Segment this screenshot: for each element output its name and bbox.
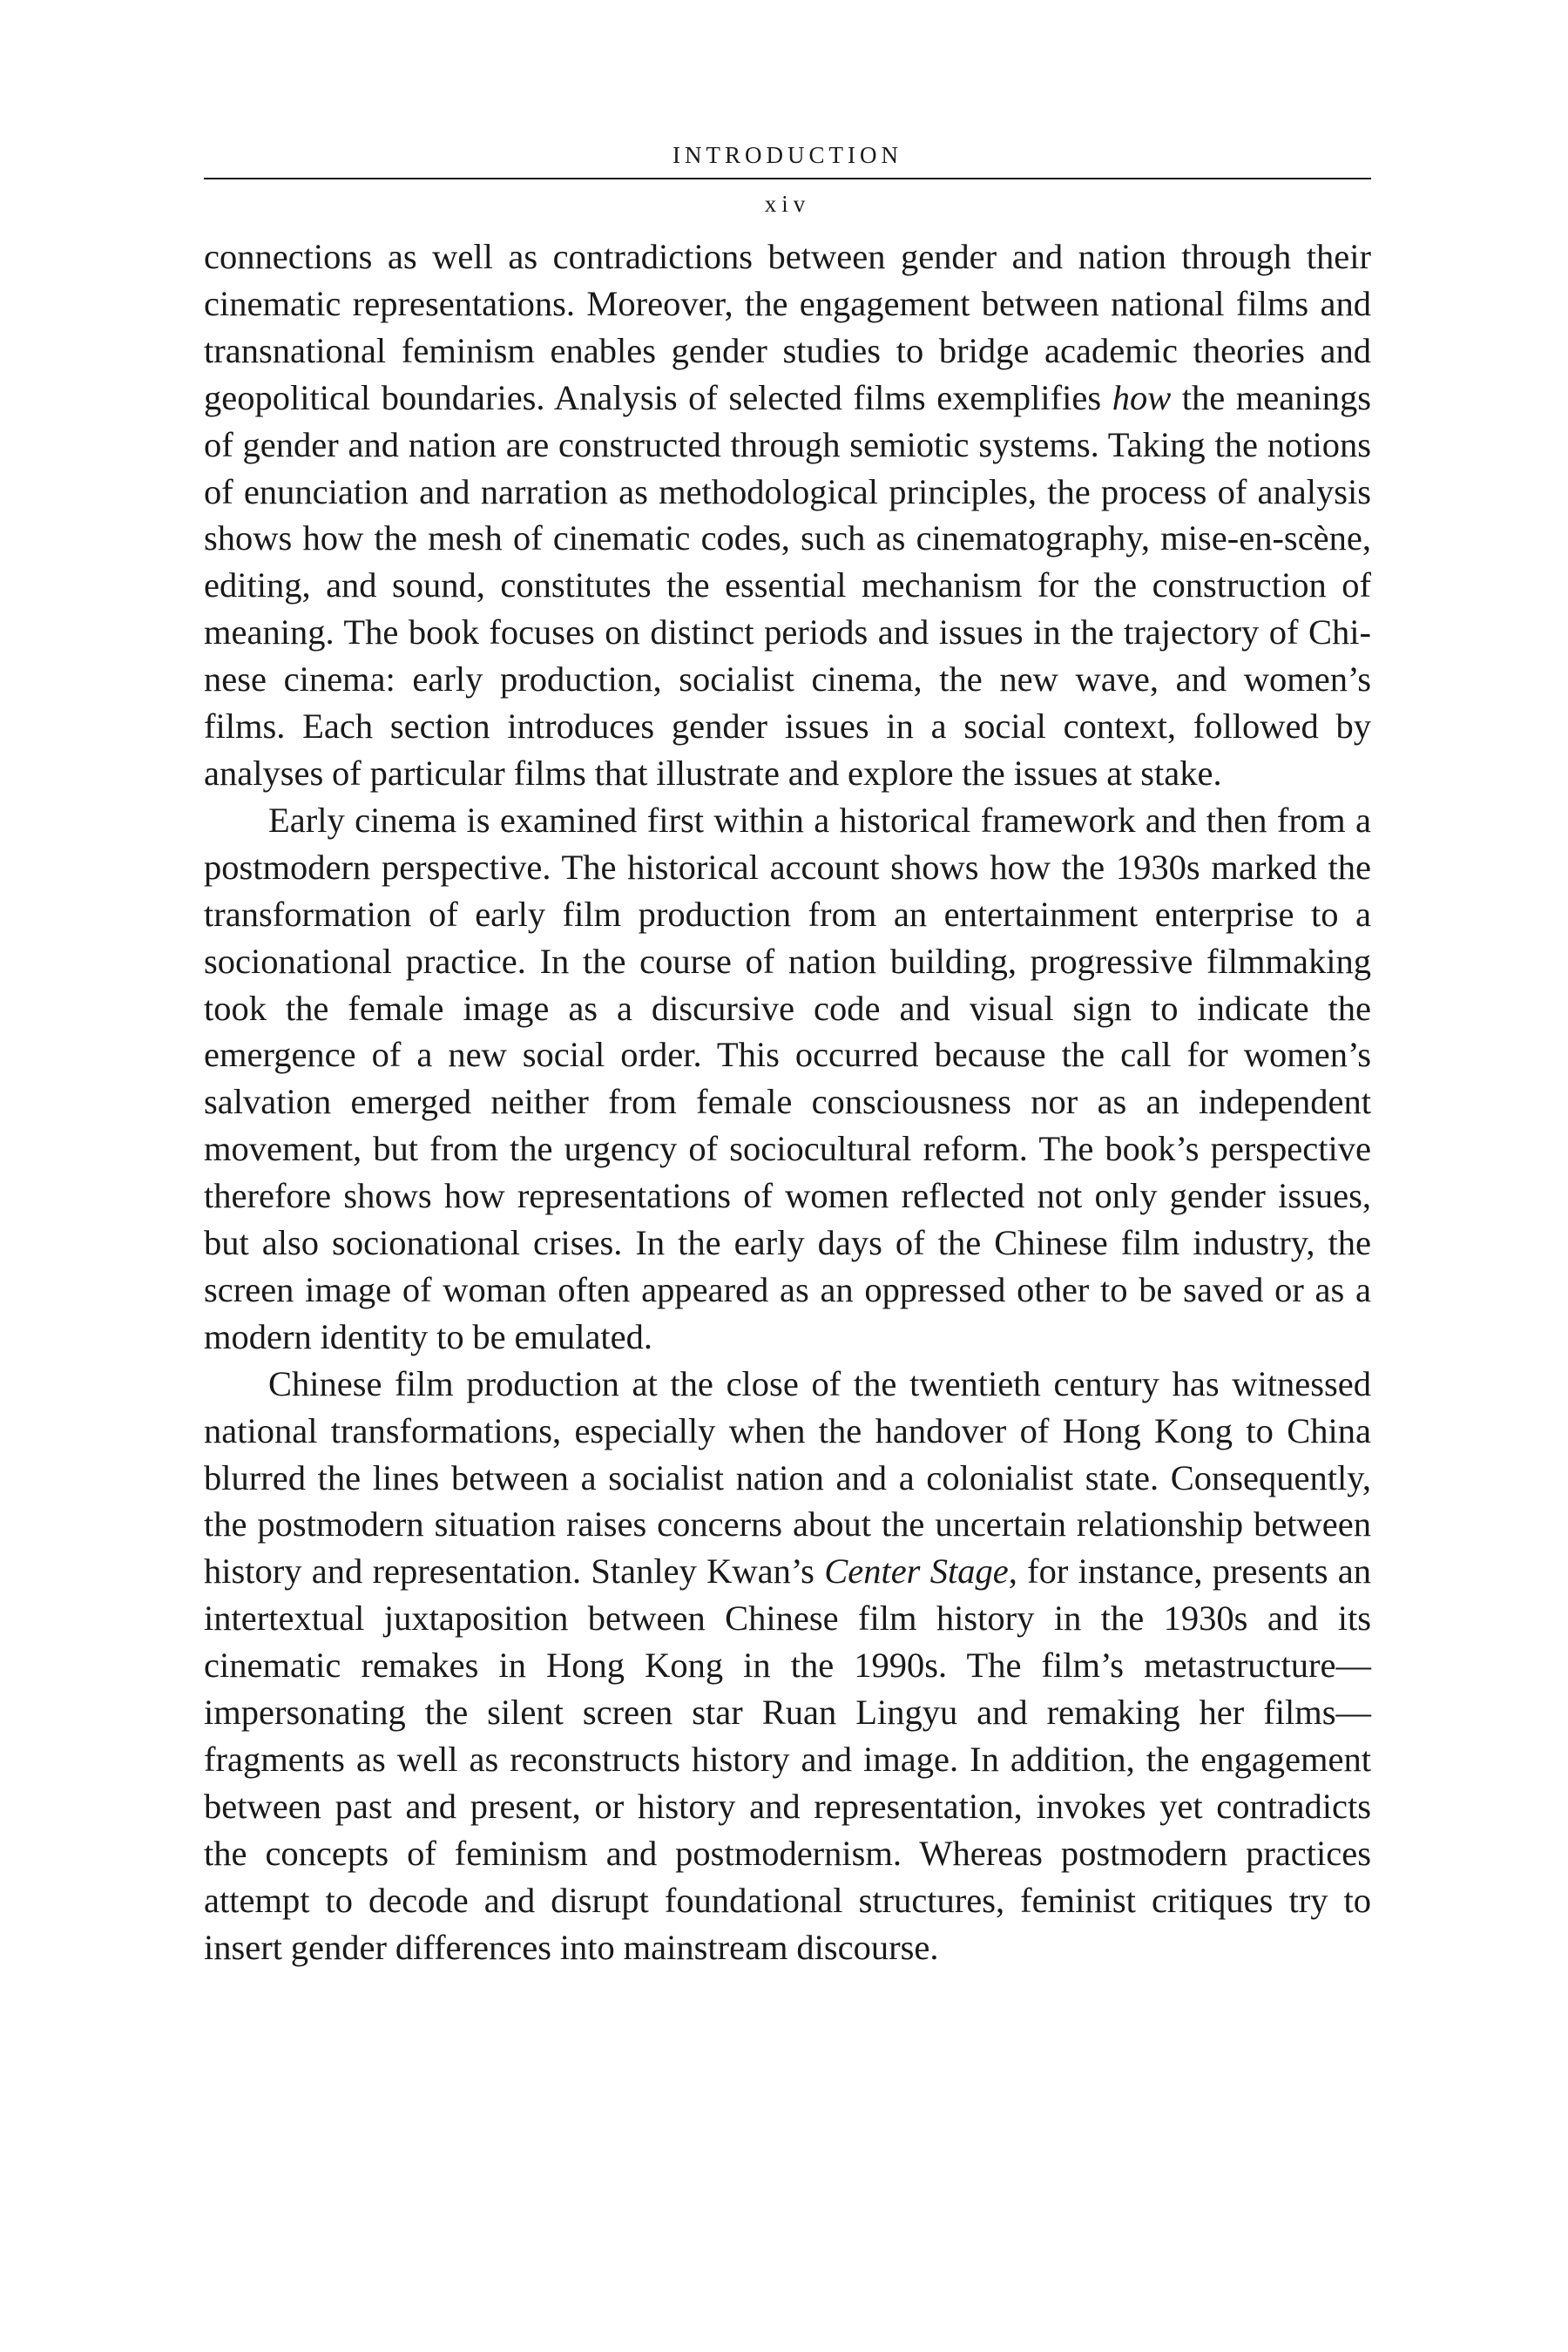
paragraph <box>204 797 1371 1361</box>
emphasis-text: how <box>1112 377 1172 417</box>
paragraph <box>204 233 1371 797</box>
body-text <box>204 233 1371 1971</box>
page-number: xiv <box>764 191 811 217</box>
paragraph-text: , for instance, presents an intertextual juxtaposition between Chinese film history in the 1930s and its cinematic remakes in Hong Kong in the 1990s. The film’s metastructure—impersonating the silent screen star Ruan Lingyu and remaking her films—fragments as well as reconstructs history and image. In addition, the engagement between past and present, or history and representation, invokes yet contradicts the concepts of feminism and postmodernism. Whereas postmodern practices attempt to decode and disrupt foundational structures, feminist critiques try to insert gender differences into mainstream discourse. <box>204 1551 1372 1967</box>
book-page <box>204 139 1371 1971</box>
paragraph-text: Chinese film production at the close of the twentieth century has witnessed national transformations, especially when the handover of Hong Kong to China blurred the lines between a socialist nation and a colonialist state. Consequently, the postmodern situation raises concerns about the uncertain relationship between history and representation. Stanley Kwan’s <box>204 1363 1371 1592</box>
film-title: Center Stage <box>824 1551 1009 1592</box>
paragraph-text: the meanings of gender and nation are constructed through semiotic systems. Taking the notions of enunciation and narration as methodological principles, the process of analysis shows how the mesh of cinematic codes, such as cinematography, mise-en-scène, editing, and sound, constitutes the essential mechanism for the construction of meaning. The book focuses on distinct periods and issues in the trajectory of Chinese cinema: early production, socialist cinema, the new wave, and women’s films. Each section introduces gender issues in a social context, followed by analyses of particular films that illustrate and explore the issues at stake. <box>204 377 1371 793</box>
paragraph-text: connections as well as contradictions between gender and nation through their cinematic representations. Moreover, the engagement between national films and transnational feminism enables gender studies to bridge academic theories and geopolitical boundaries. Analysis of selected films exemplifies <box>204 237 1371 417</box>
paragraph-text: Early cinema is examined first within a historical framework and then from a postmodern perspective. The historical account shows how the 1930s marked the transformation of early film production from an entertainment enterprise to a socionational practice. In the course of nation building, progressive filmmaking took the female image as a discursive code and visual sign to indicate the emergence of a new social order. This occurred because the call for women’s salvation emerged neither from female consciousness nor as an independent movement, but from the urgency of sociocultural reform. The book’s perspective therefore shows how representations of women reflected not only gender issues, but also socionational crises. In the early days of the Chinese film industry, the screen image of woman often appeared as an oppressed other to be saved or as a modern identity to be emulated. <box>204 800 1371 1356</box>
running-head: INTRODUCTION <box>672 142 902 168</box>
paragraph <box>204 1361 1371 1971</box>
header-rule <box>204 178 1371 179</box>
